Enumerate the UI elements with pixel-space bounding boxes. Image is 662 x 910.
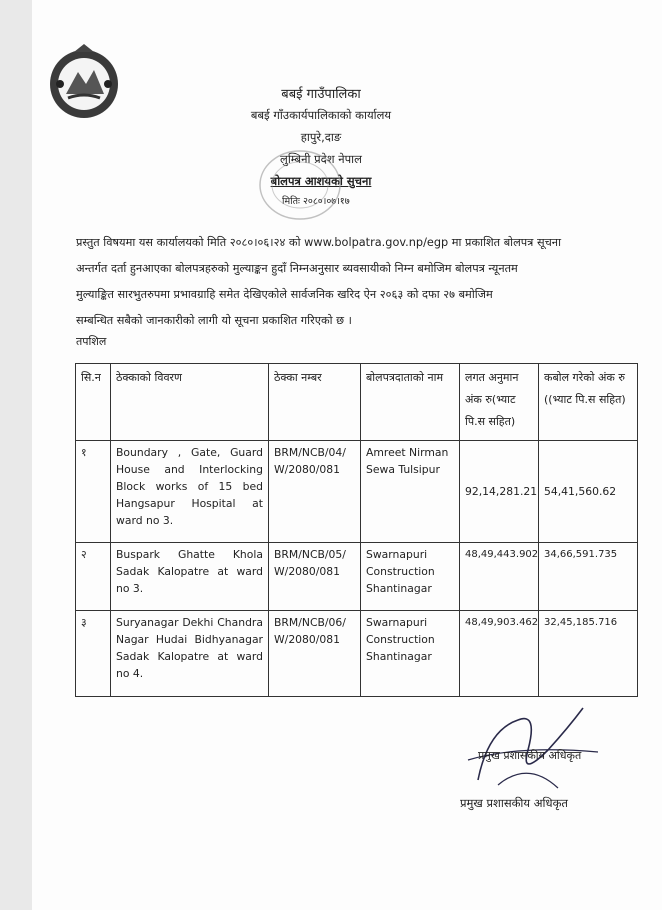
office-stamp-icon — [255, 145, 345, 225]
cell-estimate: 48,49,443.902 — [460, 543, 539, 611]
notice-title: बोलपत्र आशयको सुचना — [270, 174, 372, 188]
cell-bidder: Swarnapuri Construction Shantinagar — [361, 543, 460, 611]
cell-bidder: Swarnapuri Construction Shantinagar — [361, 611, 460, 697]
details-label: तपशिल — [76, 335, 107, 348]
signatory-title: प्रमुख प्रशासकीय अधिकृत — [478, 749, 582, 762]
signature-icon — [458, 690, 608, 800]
cell-contract-no: BRM/NCB/04/W/2080/081 — [269, 441, 361, 543]
table-row — [76, 543, 638, 611]
table-row — [76, 441, 638, 543]
signatory-designation: प्रमुख प्रशासकीय अधिकृत — [460, 796, 568, 810]
cell-description: Boundary , Gate, Guard House and Interlocking Block works of 15 bed Hangsapur Hospital at ward no 3. — [111, 441, 269, 543]
cell-bid-amount: 34,66,591.735 — [539, 543, 638, 611]
notice-date: मितिः २०८०।०७।१७ — [282, 196, 350, 207]
col-estimate: लगत अनुमान अंक रु(भ्याट पि.स सहित) — [460, 364, 539, 441]
cell-serial: ३ — [76, 611, 111, 697]
bid-results-table — [75, 363, 638, 697]
col-serial: सि.न — [76, 364, 111, 441]
cell-bidder: Amreet Nirman Sewa Tulsipur — [361, 441, 460, 543]
office-name: बबई गाँउकार्यपालिकाको कार्यालय — [250, 108, 392, 122]
col-description: ठेक्काको विवरण — [111, 364, 269, 441]
cell-contract-no: BRM/NCB/05/W/2080/081 — [269, 543, 361, 611]
body-line: मुल्याङ्कित सारभुतरुपमा प्रभावग्राहि समेत देखिएकोले सार्वजनिक खरिद ऐन २०६३ को दफा २७ बमोजिम — [76, 288, 493, 301]
cell-description: Suryanagar Dekhi Chandra Nagar Hudai Bidhyanagar Sadak Kalopatre at ward no 4. — [111, 611, 269, 697]
col-bidder: बोलपत्रदाताको नाम — [361, 364, 460, 441]
cell-description: Buspark Ghatte Khola Sadak Kalopatre at ward no 3. — [111, 543, 269, 611]
office-address: हापुरे,दाङ — [300, 130, 342, 144]
municipality-name: बबई गाउँपालिका — [281, 87, 361, 102]
cell-contract-no: BRM/NCB/06/W/2080/081 — [269, 611, 361, 697]
col-bid-amount: कबोल गरेको अंक रु ((भ्याट पि.स सहित) — [539, 364, 638, 441]
province-name: लुम्बिनी प्रदेश नेपाल — [280, 152, 362, 166]
cell-estimate: 92,14,281.21 — [460, 441, 539, 543]
col-contract-no: ठेक्का नम्बर — [269, 364, 361, 441]
notice-body — [76, 230, 636, 334]
table-header-row — [76, 364, 638, 441]
body-line: प्रस्तुत विषयमा यस कार्यालयको मिति २०८०।०६।२४ को www.bolpatra.gov.np/egp मा प्रकाशित बोलपत्र सूचना — [76, 236, 561, 249]
cell-estimate: 48,49,903.462 — [460, 611, 539, 697]
body-line: सम्बन्धित सबैको जानकारीको लागी यो सूचना प्रकाशित गरिएको छ । — [76, 314, 352, 327]
cell-bid-amount: 54,41,560.62 — [539, 441, 638, 543]
cell-bid-amount: 32,45,185.716 — [539, 611, 638, 697]
body-line: अन्तर्गत दर्ता हुनआएका बोलपत्रहरुको मुल्याङ्कन हुदाँ निम्नअनुसार ब्यवसायीको निम्न बमोजिम बोलपत्र न्यूनतम — [76, 262, 518, 275]
cell-serial: २ — [76, 543, 111, 611]
table-row — [76, 611, 638, 697]
cell-serial: १ — [76, 441, 111, 543]
